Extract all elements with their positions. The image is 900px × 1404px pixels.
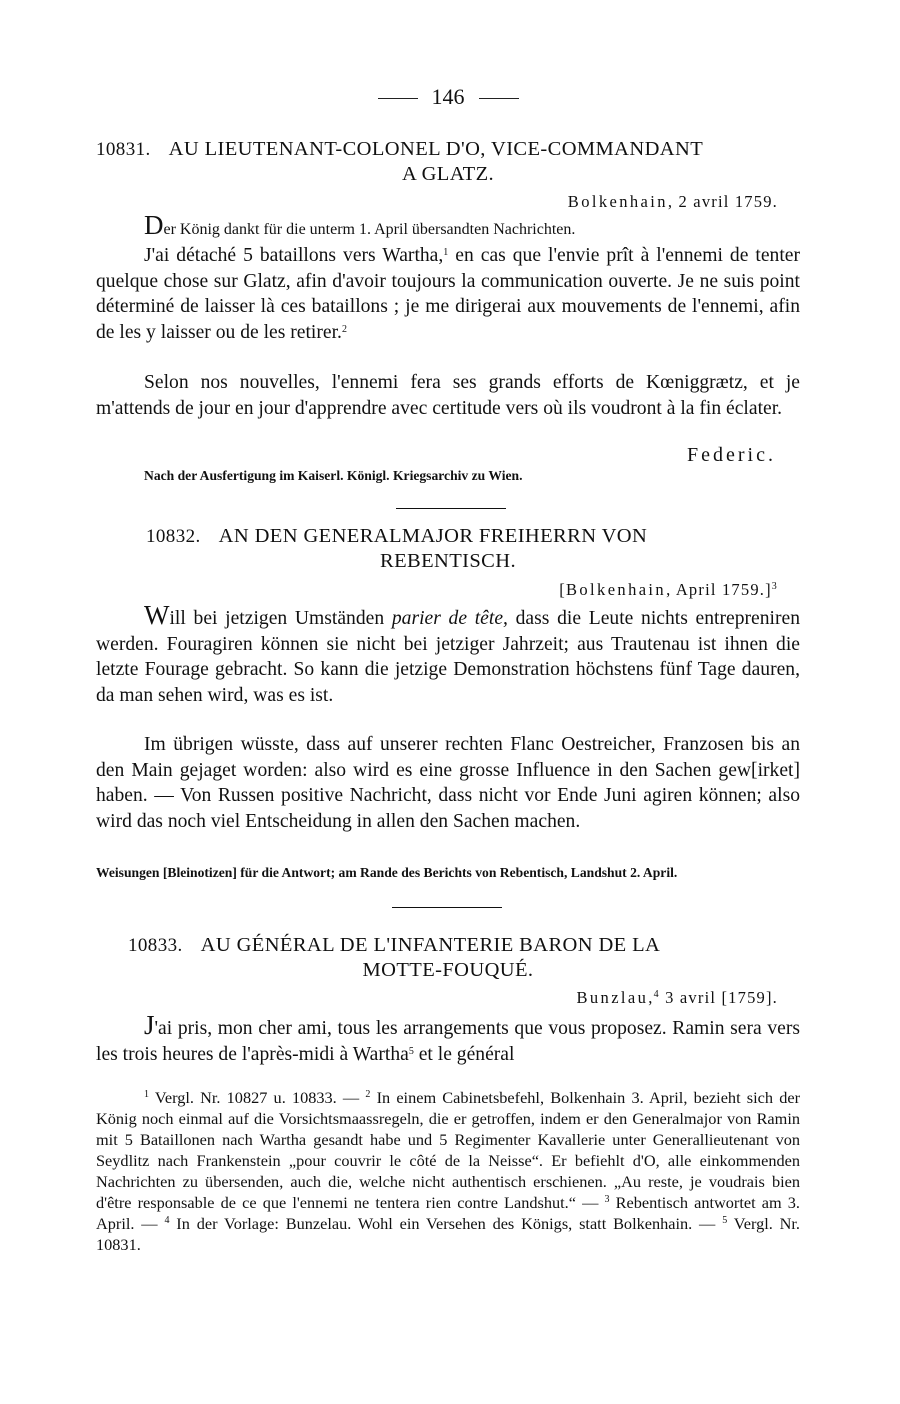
heading-line-1: AU LIEUTENANT-COLONEL D'O, VICE-COMMANDANT bbox=[168, 138, 704, 160]
paragraph-text: ill bei jetzigen Umständen bbox=[169, 608, 392, 629]
date: , 2 avril 1759. bbox=[667, 192, 778, 211]
letter-heading bbox=[96, 933, 800, 982]
page-header bbox=[96, 84, 800, 110]
footnote-mark: 2 bbox=[365, 1089, 371, 1100]
footnote-ref: 1 bbox=[443, 247, 449, 258]
paragraph-text: J'ai détaché 5 bataillons vers Wartha, bbox=[144, 245, 444, 266]
footnote-ref: 5 bbox=[408, 1045, 414, 1057]
header-dash-right bbox=[479, 98, 519, 99]
letter-heading bbox=[96, 524, 800, 573]
italic-phrase: parier de tête, bbox=[391, 608, 508, 629]
divider-rule bbox=[396, 508, 506, 509]
footnote-mark: 3 bbox=[604, 1194, 610, 1205]
footnote-mark: 1 bbox=[144, 1089, 149, 1100]
heading-line-2: REBENTISCH. bbox=[380, 550, 516, 572]
heading-line-1: AN DEN GENERALMAJOR FREIHERRN VON bbox=[218, 525, 648, 547]
paragraph-text: Selon nos nouvelles, l'ennemi fera ses grands efforts de Kœniggrætz, et je m'attends de jour en jour d'apprendre avec certitude vers où ils voudront à la fin éclater. bbox=[96, 372, 800, 419]
page-number: 146 bbox=[431, 84, 465, 109]
letter-number: 10832. bbox=[146, 526, 201, 547]
paragraph bbox=[96, 243, 800, 345]
heading-line-1: AU GÉNÉRAL DE L'INFANTERIE BARON DE LA bbox=[200, 934, 661, 956]
summary-text: er König dankt für die unterm 1. April übersandten Nachrichten. bbox=[163, 221, 576, 238]
letter-number: 10833. bbox=[128, 935, 183, 956]
header-dash-left bbox=[378, 98, 418, 99]
date: , April 1759.] bbox=[666, 580, 772, 599]
footnote-block bbox=[96, 1087, 800, 1255]
source-note: Weisungen [Bleinotizen] für die Antwort; am Rande des Berichts von Rebentisch, Landshut 2. April. bbox=[96, 865, 678, 880]
footnote-mark: 5 bbox=[722, 1215, 728, 1226]
dateline bbox=[568, 192, 778, 212]
divider-rule bbox=[392, 907, 502, 908]
paragraph bbox=[96, 732, 800, 834]
date-bracket: [ bbox=[559, 580, 566, 599]
footnote-text: Vergl. Nr. 10827 u. 10833. — bbox=[149, 1088, 366, 1107]
initial-letter: W bbox=[144, 600, 170, 630]
footnote-text: In der Vorlage: Bunzelau. Wohl ein Versehen des Königs, statt Bolkenhain. — bbox=[169, 1214, 723, 1233]
paragraph-text: en cas que l'envie prît à l'ennemi de tenter quelque chose sur Glatz, afin d'avoir toujours la communication ouverte. Je ne suis point déterminé de laisser là ces bataillons ; je me dirigerai aux mouvements de l'ennemi, afin de les y laisser ou de les retirer. bbox=[96, 245, 800, 343]
dateline bbox=[559, 580, 778, 600]
date: 3 avril [1759]. bbox=[659, 988, 778, 1007]
paragraph bbox=[96, 1010, 800, 1067]
footnote-text: Rebentisch antwortet am 3. April. — bbox=[96, 1193, 800, 1233]
footnote-ref: 4 bbox=[653, 989, 660, 1000]
paragraph-text: 'ai pris, mon cher ami, tous les arrangements que vous proposez. Ramin sera vers les trois heures de l'après-midi à Wartha bbox=[96, 1018, 800, 1065]
footnotes bbox=[96, 1087, 800, 1255]
footnote-ref: 2 bbox=[341, 323, 347, 335]
paragraph-text: et le général bbox=[413, 1043, 515, 1065]
paragraph-text: Im übrigen wüsste, dass auf unserer rechten Flanc Oestreicher, Franzosen bis an den Main gejaget worden: also wird es eine grosse Influence in den Sachen gew[irket] haben. — Von Russen positive Nachricht, dass nicht vor Ende Juni agiren können; also wird das noch viel Entscheidung in allen den Sachen machen. bbox=[96, 734, 800, 832]
paragraph bbox=[96, 370, 800, 421]
initial-letter: J bbox=[144, 1010, 155, 1040]
footnote-ref: 3 bbox=[771, 581, 778, 592]
paragraph-text: dass die Leute nichts entrepreniren werden. Fouragiren können sie nicht bei jetziger Jahrzeit; aus Trautenau ist ihnen die letzte Fourage gebracht. So kann die jetzige Demonstration höchstens fünf Tage dauren, da man sehen wird, was es ist. bbox=[96, 608, 800, 706]
paragraph bbox=[96, 600, 800, 708]
comma: , bbox=[648, 988, 654, 1007]
initial-letter: D bbox=[144, 210, 164, 240]
editor-summary bbox=[144, 210, 800, 243]
heading-line-2: MOTTE-FOUQUÉ. bbox=[362, 959, 534, 981]
signature: Federic. bbox=[687, 444, 776, 466]
letter-heading bbox=[96, 137, 800, 186]
footnote-mark: 4 bbox=[164, 1215, 170, 1226]
footnote-text: Vergl. Nr. 10831. bbox=[96, 1214, 801, 1254]
source-note: Nach der Ausfertigung im Kaiserl. Königl. Kriegsarchiv zu Wien. bbox=[144, 468, 523, 483]
heading-line-2: A GLATZ. bbox=[401, 163, 495, 185]
letter-number: 10831. bbox=[96, 139, 151, 160]
footnote-text: In einem Cabinetsbefehl, Bolkenhain 3. April, bezieht sich der König noch einmal auf die Vorsichtsmaassregeln, die er getroffen, indem er den Generalmajor von Ramin mit 5 Bataillonen nach Wartha gesandt habe und 5 Regimenter Kavallerie unter Generallieutenant von Seydlitz nach Frankenstein „pour couvrir le côté de la Neisse“. Er befiehlt d'O, alle einkommenden Nachrichten zu übersenden, auch die, welche nicht authentisch erschienen. „Au reste, je voudrais bien d'être responsable de ce que l'ennemi ne tentera rien contre Landshut.“ — bbox=[96, 1088, 800, 1212]
dateline bbox=[576, 988, 778, 1008]
place: Bunzlau bbox=[576, 988, 649, 1007]
place: Bolkenhain bbox=[566, 580, 667, 599]
place: Bolkenhain bbox=[567, 192, 668, 211]
